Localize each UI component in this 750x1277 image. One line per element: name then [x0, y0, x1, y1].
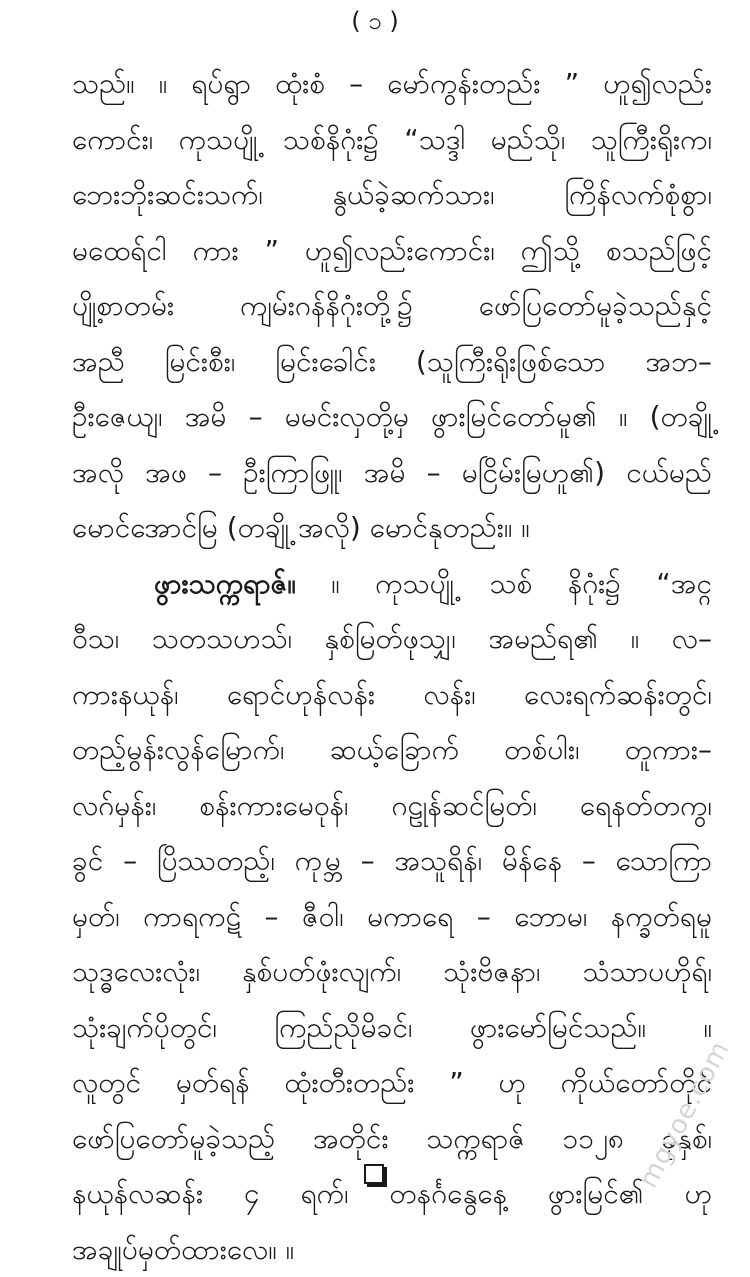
text-body	[72, 56, 712, 1277]
text-line: ကောင်း၊ ကုသပျို့ သစ်နိဂုံး၌ “သဒ္ဒါ မည်သို၊ သူကြီးရိုးက၊	[72, 112, 712, 168]
square-end-mark-icon	[364, 1164, 384, 1184]
heading-line	[72, 556, 712, 612]
text-line: တည့်မွန်းလွန်မြောက်၊ ဆယ့်ခြောက် တစ်ပါး၊ တူကား–	[72, 722, 712, 778]
text-line: မှတ်၊ ကာရကဋ် – ဇီဝါ၊ မကာရေ – ဘောမ၊ နက္ခတ်ရမူ	[72, 889, 712, 945]
text-line: ဦးဇေယျ၊ အမိ – မမင်းလှတို့မှ ဖွားမြင်တော်မူ၏ ။ (တချို့	[72, 389, 712, 445]
text-line-tail: ။ ကုသပျို့ သစ် နိဂုံး၌ “အင္ဂ	[296, 567, 712, 600]
watermark: mgyoe.com	[633, 1036, 736, 1193]
text-line: ခွင် – ပြိဿတည့်၊ ကုမ္ဘ – အသူရိန်၊ မိန်နေ – သောကြာ	[72, 833, 712, 889]
text-line: လဂ်မှန်း၊ စန်းကားမေဝုန်၊ ဂဠုန်ဆင်မြတ်၊ ရေနတ်တကွ၊	[72, 778, 712, 834]
text-line: ကားနယုန်၊ ရောင်ဟုန်လန်း လန်း၊ လေးရက်ဆန်းတွင်၊	[72, 667, 712, 723]
text-line: ဖော်ပြတော်မူခဲ့သည့် အတိုင်း သက္ကရာဇ် ၁၁၂၈ ခုနှစ်၊	[72, 1111, 712, 1167]
text-line: အချုပ်မှတ်ထားလေ။ ။	[72, 1222, 712, 1277]
text-line: နယုန်လဆန်း ၄ ရက်၊ တနင်္ဂနွေနေ့ ဖွားမြင်၏ ဟု	[72, 1166, 712, 1222]
text-line: မောင်အောင်မြ (တချို့ အလို) မောင်နုတည်း။ ။	[72, 500, 712, 556]
text-line: အညီ မြင်းစီး၊ မြင်းခေါင်း (သူကြီးရိုးဖြစ်သော အဘ–	[72, 334, 712, 390]
text-line: သုဒ္ဓလေးလုံး၊ နှစ်ပတ်ဖုံးလျက်၊ သုံးဗိဇနာ၊ သံသာပဟိုရ်၊	[72, 944, 712, 1000]
page-number: ( ၁ )	[0, 6, 750, 36]
text-line: သည်။ ။ ရပ်ရွာ ထုံးစံ – မော်ကွန်းတည်း ” ဟူ၍လည်း	[72, 56, 712, 112]
text-line: ဝီသ၊ သတသဟသ်၊ နှစ်မြတ်ဖုသျှ၊ အမည်ရ၏ ။ လ–	[72, 611, 712, 667]
text-line: ပျို့စာတမ်း ကျမ်းဂန်နိဂုံးတို့၌ ဖော်ပြတော်မူခဲ့သည်နှင့်	[72, 278, 712, 334]
text-line: မထေရ်ငါ ကား ” ဟူ၍လည်းကောင်း၊ ဤသို့ စသည်ဖြင့်	[72, 223, 712, 279]
text-line: သုံးချက်ပိုတွင်၊ ကြည်ညိုမိခင်၊ ဖွားမော်မြင်သည်။ ။	[72, 1000, 712, 1056]
section-heading: ဖွားသက္ကရာဇ်။	[154, 567, 296, 600]
text-line: အလို အဖ – ဦးကြာဖြူ၊ အမိ – မငြိမ်းမြဟူ၏) ငယ်မည်	[72, 445, 712, 501]
text-line: ဘေးဘိုးဆင်းသက်၊ နွယ်ခဲ့ဆက်သား၊ ကြိန်လက်စုံစွာ၊	[72, 167, 712, 223]
text-line: လူတွင် မှတ်ရန် ထုံးတီးတည်း ” ဟု ကိုယ်တော်တိုင်	[72, 1055, 712, 1111]
